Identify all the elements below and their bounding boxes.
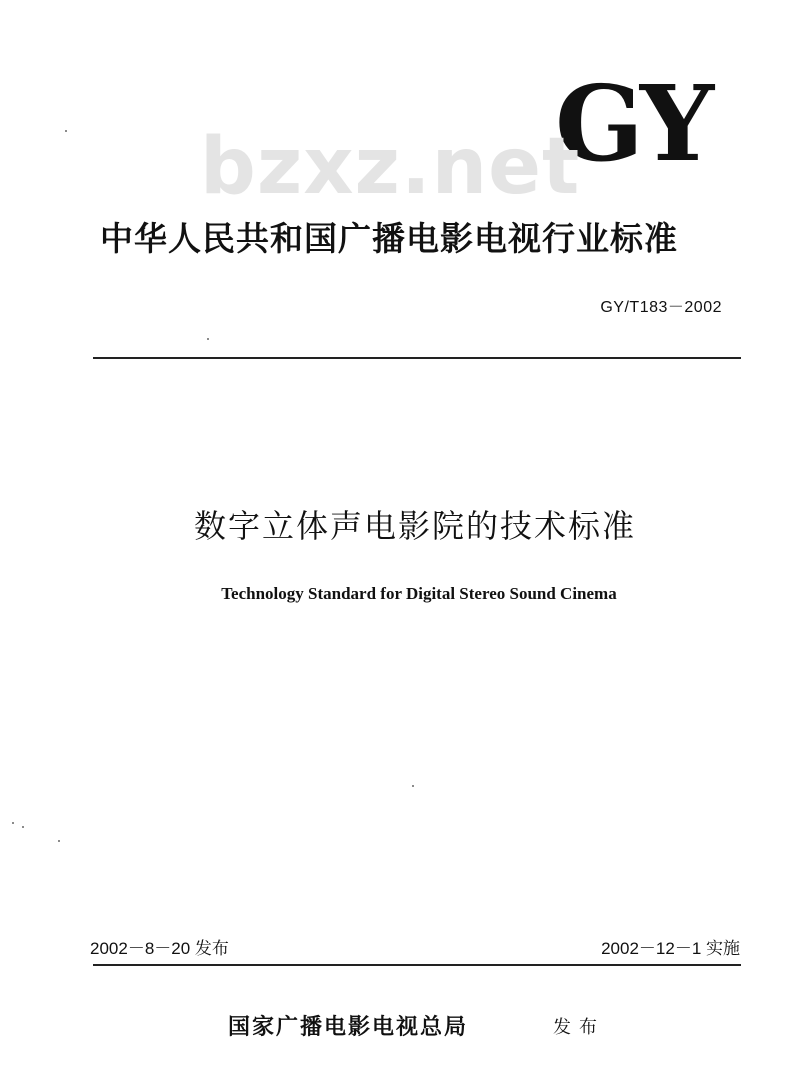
gy-logo: GY: [555, 62, 711, 185]
bottom-divider: [93, 964, 741, 966]
scan-speck: [207, 338, 209, 340]
watermark: bzxz.net: [200, 122, 581, 212]
issue-label: 发布: [553, 1017, 605, 1038]
scan-speck: [58, 840, 60, 842]
standard-code: GY/T183－2002: [600, 299, 722, 316]
implement-date: 2002－12－1 实施: [601, 939, 740, 958]
document-title-en: Technology Standard for Digital Stereo Sound Cinema: [221, 584, 617, 603]
scan-speck: [65, 130, 67, 132]
standard-category-title: 中华人民共和国广播电影电视行业标准: [100, 219, 678, 258]
scan-speck: [22, 826, 24, 828]
publish-date: 2002－8－20 发布: [90, 939, 229, 958]
scan-speck: [412, 785, 414, 787]
issuing-authority: 国家广播电影电视总局: [228, 1015, 469, 1040]
top-divider: [93, 357, 741, 359]
document-title-cn: 数字立体声电影院的技术标准: [193, 507, 636, 545]
scan-speck: [12, 822, 14, 824]
